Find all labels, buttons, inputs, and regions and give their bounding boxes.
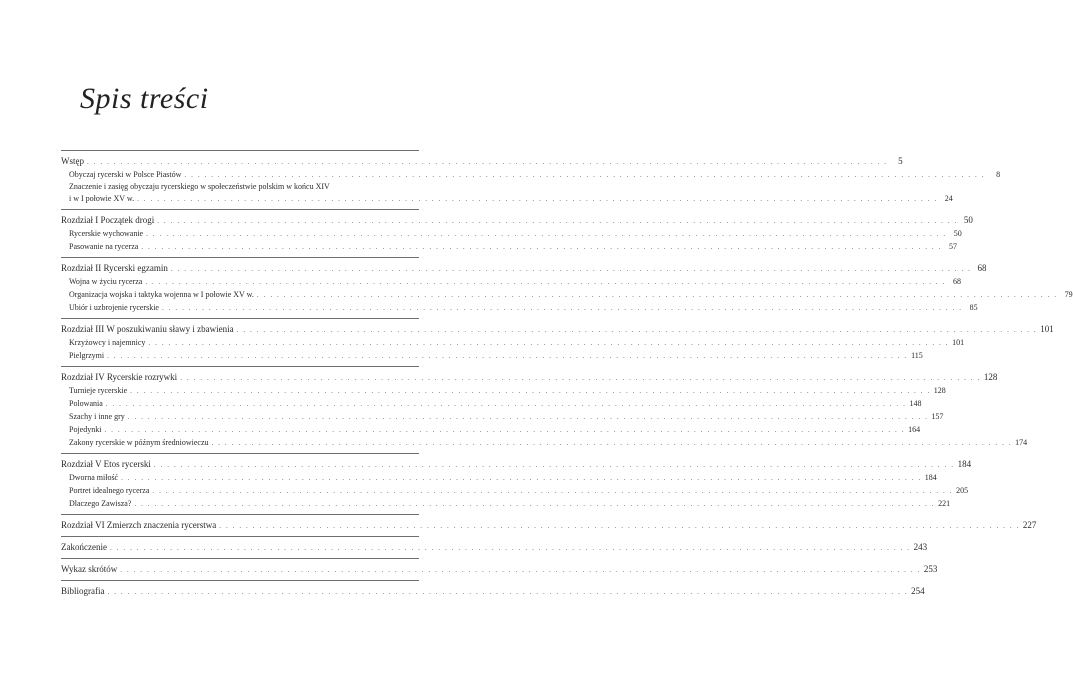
toc-subentry-label: Rycerskie wychowanie xyxy=(69,229,144,238)
toc-subentry-label: Dlaczego Zawisza? xyxy=(69,499,132,508)
dot-leader: . . . . . . . . . . . . . . . . . . . . . . . . . . . . . . . . . . . . . . . . . . . . . . . . . . . . . . . . . . . . . . . . . . . . . . . . . . . . . . . . . . . . . . . . . . . . . . . . . . . . . . . . . . . . . . . . . . . . . . . . xyxy=(219,522,1020,530)
toc-subentry-page-number: 128 xyxy=(933,386,946,395)
dot-leader: . . . . . . . . . . . . . . . . . . . . . . . . . . . . . . . . . . . . . . . . . . . . . . . . . . . . . . . . . . . . . . . . . . . . . . . . . . . . . . . . . . . . . . . . . . . . . . . . . . . . . . . . . . . . . . . . . . . . . . . . xyxy=(137,195,938,203)
toc-subentry xyxy=(61,181,953,205)
toc-subentry-page-number: 68 xyxy=(952,277,961,286)
dot-leader: . . . . . . . . . . . . . . . . . . . . . . . . . . . . . . . . . . . . . . . . . . . . . . . . . . . . . . . . . . . . . . . . . . . . . . . . . . . . . . . . . . . . . . . . . . . . . . . . . . . . . . . . . . . . . . . . . . . . . . . . xyxy=(153,461,955,469)
toc-entry-page-number: 253 xyxy=(923,564,938,574)
toc-section xyxy=(61,318,1054,362)
toc-subentry xyxy=(61,168,1001,181)
toc-subentry-label: Pojedynki xyxy=(69,425,102,434)
toc-subentry xyxy=(61,288,1073,301)
toc-subentry-first-line: Znaczenie i zasięg obyczaju rycerskiego w społeczeństwie polskim w końcu XIV xyxy=(69,182,330,191)
dot-leader: . . . . . . . . . . . . . . . . . . . . . . . . . . . . . . . . . . . . . . . . . . . . . . . . . . . . . . . . . . . . . . . . . . . . . . . . . . . . . . . . . . . . . . . . . . . . . . . . . . . . . . . . . . . . . . . . . . . . . . . . xyxy=(211,439,1013,447)
section-divider xyxy=(61,257,419,258)
toc-section xyxy=(61,209,973,253)
toc-entry-page-number: 227 xyxy=(1022,520,1037,530)
toc-subentry xyxy=(61,471,937,484)
toc-subentry-page-number: 79 xyxy=(1064,290,1073,299)
toc-entry-page-number: 254 xyxy=(911,586,925,596)
toc-entry xyxy=(61,214,973,227)
section-divider xyxy=(61,514,419,515)
toc-entry xyxy=(61,371,998,384)
toc-subentry-page-number: 157 xyxy=(931,412,944,421)
toc-entry-label: Wykaz skrótów xyxy=(61,564,118,574)
section-divider xyxy=(61,366,419,367)
toc-entry xyxy=(61,458,972,471)
toc-subentry-label: Portret idealnego rycerza xyxy=(69,486,150,495)
toc-subentry-page-number: 184 xyxy=(924,473,937,482)
toc-subentry-continuation xyxy=(69,192,953,205)
toc-subentry xyxy=(61,349,923,362)
toc-subentry xyxy=(61,240,957,253)
toc-entry-page-number: 243 xyxy=(913,542,928,552)
toc-entry-label: Rozdział VI Zmierzch znaczenia rycerstwa xyxy=(61,520,217,530)
dot-leader: . . . . . . . . . . . . . . . . . . . . . . . . . . . . . . . . . . . . . . . . . . . . . . . . . . . . . . . . . . . . . . . . . . . . . . . . . . . . . . . . . . . . . . . . . . . . . . . . . . . . . . . . . . . . . . . . . . . . . . . . xyxy=(104,426,906,434)
toc-subentry xyxy=(61,436,1028,449)
toc-subentry-page-number: 174 xyxy=(1015,438,1028,447)
table-of-contents xyxy=(61,150,1073,602)
dot-leader: . . . . . . . . . . . . . . . . . . . . . . . . . . . . . . . . . . . . . . . . . . . . . . . . . . . . . . . . . . . . . . . . . . . . . . . . . . . . . . . . . . . . . . . . . . . . . . . . . . . . . . . . . . . . . . . . . . . . . . . . xyxy=(184,171,986,179)
dot-leader: . . . . . . . . . . . . . . . . . . . . . . . . . . . . . . . . . . . . . . . . . . . . . . . . . . . . . . . . . . . . . . . . . . . . . . . . . . . . . . . . . . . . . . . . . . . . . . . . . . . . . . . . . . . . . . . . . . . . . . . . xyxy=(145,278,946,286)
toc-subentry-label: Dworna miłość xyxy=(69,473,119,482)
toc-section xyxy=(61,453,972,510)
toc-subentry-label: Wojna w życiu rycerza xyxy=(69,277,143,286)
toc-subentry-page-number: 205 xyxy=(956,486,969,495)
toc-subentry-label: Szachy i inne gry xyxy=(69,412,125,421)
toc-section xyxy=(61,536,928,554)
toc-subentry xyxy=(61,301,978,314)
toc-subentry xyxy=(61,423,921,436)
page-title: Spis treści xyxy=(80,82,209,115)
toc-section xyxy=(61,150,1001,205)
dot-leader: . . . . . . . . . . . . . . . . . . . . . . . . . . . . . . . . . . . . . . . . . . . . . . . . . . . . . . . . . . . . . . . . . . . . . . . . . . . . . . . . . . . . . . . . . . . . . . . . . . . . . . . . . . . . . . . . . . . . . . . . xyxy=(256,291,1058,299)
toc-subentry-label: Pasowanie na rycerza xyxy=(69,242,139,251)
toc-subentry-continuation-label: i w I połowie XV w. xyxy=(69,194,135,203)
toc-subentry xyxy=(61,397,922,410)
toc-subentry-label: Krzyżowcy i najemnicy xyxy=(69,338,146,347)
section-divider xyxy=(61,150,419,151)
toc-subentry-label: Pielgrzymi xyxy=(69,351,105,360)
toc-entry-page-number: 50 xyxy=(963,215,973,225)
toc-entry-label: Zakończenie xyxy=(61,542,107,552)
toc-subentry-continuation-page-number: 24 xyxy=(944,194,953,203)
dot-leader: . . . . . . . . . . . . . . . . . . . . . . . . . . . . . . . . . . . . . . . . . . . . . . . . . . . . . . . . . . . . . . . . . . . . . . . . . . . . . . . . . . . . . . . . . . . . . . . . . . . . . . . . . . . . . . . . . . . . . . . . xyxy=(161,304,963,312)
dot-leader: . . . . . . . . . . . . . . . . . . . . . . . . . . . . . . . . . . . . . . . . . . . . . . . . . . . . . . . . . . . . . . . . . . . . . . . . . . . . . . . . . . . . . . . . . . . . . . . . . . . . . . . . . . . . . . . . . . . . . . . . xyxy=(105,400,907,408)
toc-subentry-label: Polowania xyxy=(69,399,103,408)
toc-subentry xyxy=(61,497,951,510)
toc-entry xyxy=(61,541,928,554)
dot-leader: . . . . . . . . . . . . . . . . . . . . . . . . . . . . . . . . . . . . . . . . . . . . . . . . . . . . . . . . . . . . . . . . . . . . . . . . . . . . . . . . . . . . . . . . . . . . . . . . . . . . . . . . . . . . . . . . . . . . . . . . xyxy=(107,588,909,596)
toc-subentry-page-number: 85 xyxy=(969,303,978,312)
dot-leader: . . . . . . . . . . . . . . . . . . . . . . . . . . . . . . . . . . . . . . . . . . . . . . . . . . . . . . . . . . . . . . . . . . . . . . . . . . . . . . . . . . . . . . . . . . . . . . . . . . . . . . . . . . . . . . . . . . . . . . . . xyxy=(130,387,931,395)
toc-subentry-label: Organizacja wojska i taktyka wojenna w I połowie XV w. xyxy=(69,290,254,299)
toc-subentry-page-number: 50 xyxy=(953,229,962,238)
dot-leader: . . . . . . . . . . . . . . . . . . . . . . . . . . . . . . . . . . . . . . . . . . . . . . . . . . . . . . . . . . . . . . . . . . . . . . . . . . . . . . . . . . . . . . . . . . . . . . . . . . . . . . . . . . . . . . . . . . . . . . . . xyxy=(180,374,981,382)
section-divider xyxy=(61,558,419,559)
toc-section xyxy=(61,514,1037,532)
toc-subentry-page-number: 115 xyxy=(911,351,923,360)
section-divider xyxy=(61,453,419,454)
toc-subentry xyxy=(61,484,969,497)
toc-entry-label: Rozdział I Początek drogi xyxy=(61,215,155,225)
toc-entry-label: Rozdział IV Rycerskie rozrywki xyxy=(61,372,178,382)
section-divider xyxy=(61,318,419,319)
toc-entry xyxy=(61,155,903,168)
toc-entry xyxy=(61,563,938,576)
section-divider xyxy=(61,209,419,210)
toc-entry xyxy=(61,323,1054,336)
dot-leader: . . . . . . . . . . . . . . . . . . . . . . . . . . . . . . . . . . . . . . . . . . . . . . . . . . . . . . . . . . . . . . . . . . . . . . . . . . . . . . . . . . . . . . . . . . . . . . . . . . . . . . . . . . . . . . . . . . . . . . . . xyxy=(107,352,908,360)
toc-subentry-label: Turnieje rycerskie xyxy=(69,386,128,395)
dot-leader: . . . . . . . . . . . . . . . . . . . . . . . . . . . . . . . . . . . . . . . . . . . . . . . . . . . . . . . . . . . . . . . . . . . . . . . . . . . . . . . . . . . . . . . . . . . . . . . . . . . . . . . . . . . . . . . . . . . . . . . . xyxy=(109,544,911,552)
section-divider xyxy=(61,536,419,537)
toc-entry-label: Rozdział III W poszukiwaniu sławy i zbawienia xyxy=(61,324,234,334)
toc-entry-label: Rozdział V Etos rycerski xyxy=(61,459,151,469)
dot-leader: . . . . . . . . . . . . . . . . . . . . . . . . . . . . . . . . . . . . . . . . . . . . . . . . . . . . . . . . . . . . . . . . . . . . . . . . . . . . . . . . . . . . . . . . . . . . . . . . . . . . . . . . . . . . . . . . . . . . . . . . xyxy=(146,230,947,238)
dot-leader: . . . . . . . . . . . . . . . . . . . . . . . . . . . . . . . . . . . . . . . . . . . . . . . . . . . . . . . . . . . . . . . . . . . . . . . . . . . . . . . . . . . . . . . . . . . . . . . . . . . . . . . . . . . . . . . . . . . . . . . . xyxy=(148,339,950,347)
dot-leader: . . . . . . . . . . . . . . . . . . . . . . . . . . . . . . . . . . . . . . . . . . . . . . . . . . . . . . . . . . . . . . . . . . . . . . . . . . . . . . . . . . . . . . . . . . . . . . . . . . . . . . . . . . . . . . . . . . . . . . . . xyxy=(134,500,936,508)
toc-section xyxy=(61,366,1028,449)
toc-entry xyxy=(61,585,925,598)
dot-leader: . . . . . . . . . . . . . . . . . . . . . . . . . . . . . . . . . . . . . . . . . . . . . . . . . . . . . . . . . . . . . . . . . . . . . . . . . . . . . . . . . . . . . . . . . . . . . . . . . . . . . . . . . . . . . . . . . . . . . . . . xyxy=(87,158,888,166)
toc-entry-page-number: 101 xyxy=(1040,324,1054,334)
toc-subentry xyxy=(61,227,962,240)
toc-subentry-page-number: 221 xyxy=(938,499,951,508)
toc-section xyxy=(61,580,925,598)
toc-subentry-page-number: 148 xyxy=(909,399,922,408)
dot-leader: . . . . . . . . . . . . . . . . . . . . . . . . . . . . . . . . . . . . . . . . . . . . . . . . . . . . . . . . . . . . . . . . . . . . . . . . . . . . . . . . . . . . . . . . . . . . . . . . . . . . . . . . . . . . . . . . . . . . . . . . xyxy=(141,243,942,251)
dot-leader: . . . . . . . . . . . . . . . . . . . . . . . . . . . . . . . . . . . . . . . . . . . . . . . . . . . . . . . . . . . . . . . . . . . . . . . . . . . . . . . . . . . . . . . . . . . . . . . . . . . . . . . . . . . . . . . . . . . . . . . . xyxy=(127,413,929,421)
dot-leader: . . . . . . . . . . . . . . . . . . . . . . . . . . . . . . . . . . . . . . . . . . . . . . . . . . . . . . . . . . . . . . . . . . . . . . . . . . . . . . . . . . . . . . . . . . . . . . . . . . . . . . . . . . . . . . . . . . . . . . . . xyxy=(170,265,972,273)
toc-entry xyxy=(61,262,987,275)
dot-leader: . . . . . . . . . . . . . . . . . . . . . . . . . . . . . . . . . . . . . . . . . . . . . . . . . . . . . . . . . . . . . . . . . . . . . . . . . . . . . . . . . . . . . . . . . . . . . . . . . . . . . . . . . . . . . . . . . . . . . . . . xyxy=(121,474,922,482)
toc-entry-label: Rozdział II Rycerski egzamin xyxy=(61,263,168,273)
toc-subentry-page-number: 164 xyxy=(908,425,921,434)
toc-subentry-label: Zakony rycerskie w późnym średniowieczu xyxy=(69,438,209,447)
toc-entry-label: Bibliografia xyxy=(61,586,105,596)
dot-leader: . . . . . . . . . . . . . . . . . . . . . . . . . . . . . . . . . . . . . . . . . . . . . . . . . . . . . . . . . . . . . . . . . . . . . . . . . . . . . . . . . . . . . . . . . . . . . . . . . . . . . . . . . . . . . . . . . . . . . . . . xyxy=(120,566,921,574)
toc-section xyxy=(61,558,938,576)
toc-subentry-page-number: 57 xyxy=(948,242,957,251)
section-divider xyxy=(61,580,419,581)
toc-section xyxy=(61,257,1073,314)
toc-subentry-label: Ubiór i uzbrojenie rycerskie xyxy=(69,303,159,312)
toc-entry-page-number: 184 xyxy=(957,459,972,469)
toc-entry-label: Wstęp xyxy=(61,156,84,166)
toc-entry-page-number: 128 xyxy=(983,372,998,382)
toc-subentry xyxy=(61,384,946,397)
toc-subentry xyxy=(61,410,944,423)
toc-entry xyxy=(61,519,1037,532)
dot-leader: . . . . . . . . . . . . . . . . . . . . . . . . . . . . . . . . . . . . . . . . . . . . . . . . . . . . . . . . . . . . . . . . . . . . . . . . . . . . . . . . . . . . . . . . . . . . . . . . . . . . . . . . . . . . . . . . . . . . . . . . xyxy=(236,326,1038,334)
toc-entry-page-number: 5 xyxy=(898,156,903,166)
toc-subentry xyxy=(61,336,965,349)
toc-subentry-label: Obyczaj rycerski w Polsce Piastów xyxy=(69,170,182,179)
toc-subentry-page-number: 8 xyxy=(996,170,1001,179)
toc-subentry xyxy=(61,275,961,288)
dot-leader: . . . . . . . . . . . . . . . . . . . . . . . . . . . . . . . . . . . . . . . . . . . . . . . . . . . . . . . . . . . . . . . . . . . . . . . . . . . . . . . . . . . . . . . . . . . . . . . . . . . . . . . . . . . . . . . . . . . . . . . . xyxy=(152,487,954,495)
dot-leader: . . . . . . . . . . . . . . . . . . . . . . . . . . . . . . . . . . . . . . . . . . . . . . . . . . . . . . . . . . . . . . . . . . . . . . . . . . . . . . . . . . . . . . . . . . . . . . . . . . . . . . . . . . . . . . . . . . . . . . . . xyxy=(157,217,958,225)
toc-subentry-page-number: 101 xyxy=(952,338,965,347)
toc-entry-page-number: 68 xyxy=(977,263,987,273)
